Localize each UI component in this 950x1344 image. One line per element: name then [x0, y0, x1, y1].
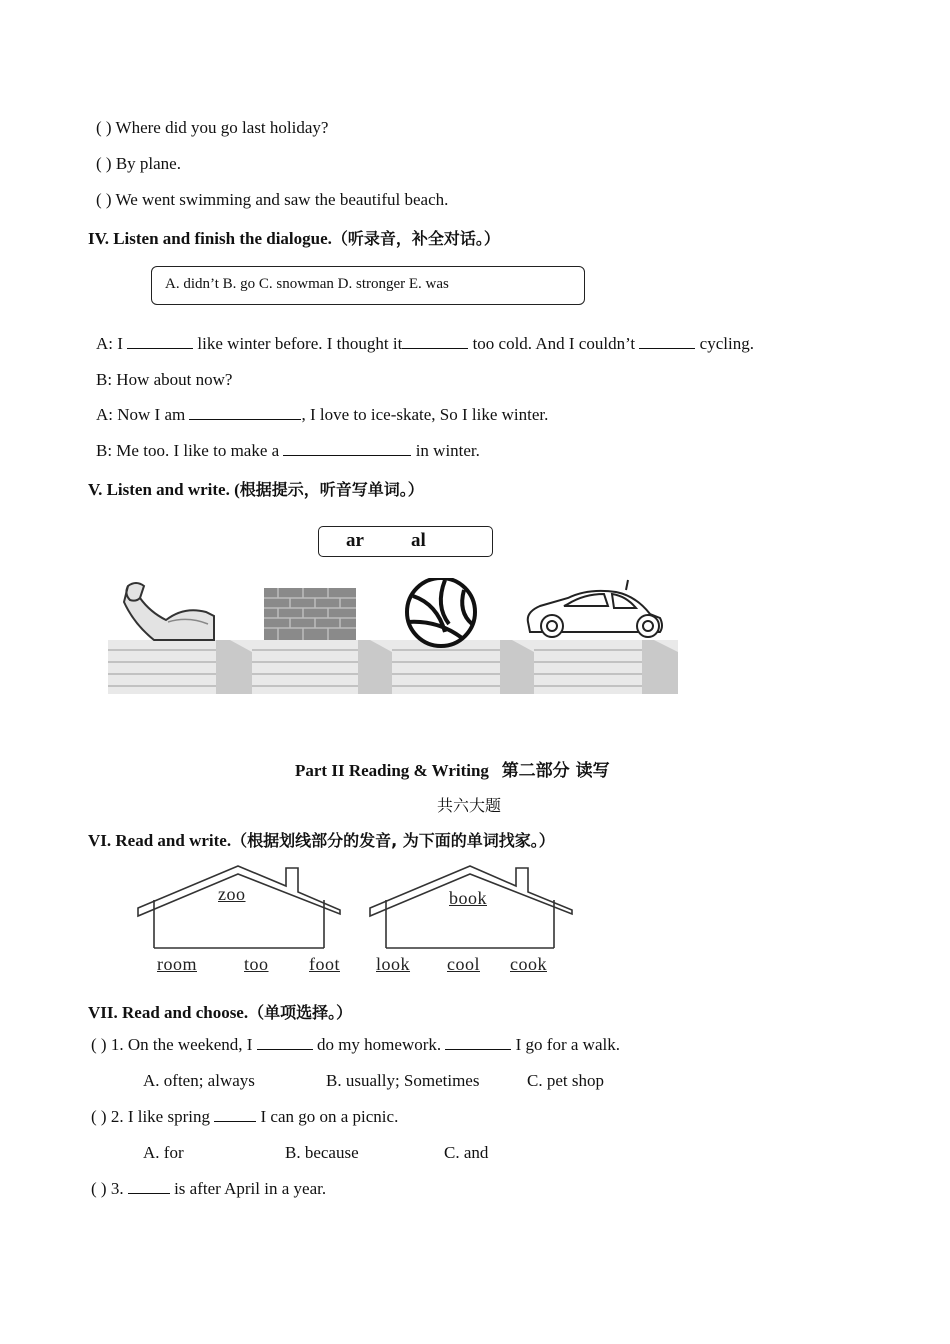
dialogue-line-4 [96, 441, 480, 461]
sort-word-room[interactable] [157, 954, 197, 975]
question-text: I go for a walk. [515, 1035, 620, 1054]
blank-2[interactable] [402, 334, 468, 349]
part-2-heading [295, 756, 610, 781]
section-7-title [88, 1000, 352, 1023]
q1-option-b[interactable]: B. usually; Sometimes [326, 1071, 480, 1090]
question-3 [91, 1179, 326, 1199]
sort-word-cook[interactable] [510, 954, 547, 975]
sort-word-foot[interactable] [309, 954, 340, 975]
section-4-title [88, 226, 500, 249]
answer-bracket[interactable]: ( ) [96, 190, 112, 209]
blank[interactable] [445, 1035, 511, 1050]
blank-4[interactable] [189, 405, 301, 420]
question-2 [91, 1107, 398, 1127]
blank-1[interactable] [127, 334, 193, 349]
blank[interactable] [214, 1107, 256, 1122]
word-bank-box [151, 266, 585, 305]
section-title-en: VI. Read and write. [88, 831, 232, 850]
house-zoo [138, 866, 340, 948]
part-heading-cn: 第二部分 读写 [501, 761, 610, 781]
dialogue-text: cycling. [699, 334, 754, 353]
sort-word-text: look [376, 954, 411, 974]
car-icon [528, 580, 662, 637]
hint-al: al [411, 530, 426, 551]
blank-3[interactable] [639, 334, 695, 349]
dialogue-line-3 [96, 405, 548, 425]
question-text: 2. I like spring [110, 1107, 210, 1126]
sort-word-text: foot [309, 954, 340, 974]
answer-bracket[interactable]: ( ) [91, 1107, 107, 1126]
part-heading-en: Part II Reading & Writing [295, 761, 489, 780]
item-text: By plane. [115, 154, 181, 173]
house-word: zoo [218, 884, 246, 904]
item-text: We went swimming and saw the beautiful beach. [115, 190, 449, 209]
sort-word-look[interactable] [376, 954, 410, 975]
dialogue-text: A: Now I am [96, 405, 186, 424]
blank[interactable] [128, 1179, 170, 1194]
house-word: book [449, 888, 487, 908]
answer-bracket[interactable]: ( ) [96, 118, 112, 137]
section-6-title [88, 828, 555, 851]
listen-item-2 [96, 154, 181, 174]
dialogue-line-2: B: How about now? [96, 370, 233, 389]
word-bank-options: A. didn’t B. go C. snowman D. stronger E. was [165, 276, 449, 292]
q2-option-c[interactable]: C. and [444, 1143, 489, 1162]
q2-option-b[interactable]: B. because [285, 1143, 359, 1162]
section-title-cn: （听录音，补全对话。） [331, 229, 500, 248]
question-text: do my homework. [316, 1035, 442, 1054]
dialogue-text: too cold. And I couldn’t [472, 334, 636, 353]
section-title-en: VII. Read and choose. [88, 1003, 249, 1022]
answer-bracket[interactable]: ( ) [91, 1179, 107, 1198]
blank-5[interactable] [283, 441, 411, 456]
hint-box [318, 526, 493, 557]
answer-bracket[interactable]: ( ) [91, 1035, 107, 1054]
listen-item-3 [96, 190, 448, 210]
sort-word-text: cook [510, 954, 547, 974]
house-label-book [449, 888, 487, 909]
house-label-zoo [218, 884, 246, 905]
dialogue-text: in winter. [415, 441, 480, 460]
section-title-cn: （根据划线部分的发音, 为下面的单词找家。） [231, 831, 555, 850]
sort-word-too[interactable] [244, 954, 269, 975]
section-title-cn: 根据提示，听音写单词。） [239, 480, 424, 499]
q2-option-a[interactable]: A. for [143, 1143, 184, 1162]
dialogue-text: B: Me too. I like to make a [96, 441, 280, 460]
dialogue-line-1 [96, 334, 754, 354]
item-text: Where did you go last holiday? [115, 118, 329, 137]
q1-option-c[interactable]: C. pet shop [527, 1071, 604, 1090]
ball-icon [407, 578, 475, 646]
sort-word-text: room [157, 954, 197, 974]
part-2-subheading: 共六大题 [437, 796, 502, 815]
answer-bracket[interactable]: ( ) [96, 154, 112, 173]
question-text: 1. On the weekend, I [110, 1035, 253, 1054]
question-1 [91, 1035, 620, 1055]
q1-option-a[interactable]: A. often; always [143, 1071, 255, 1090]
question-text: 3. [110, 1179, 124, 1198]
sound-houses [136, 864, 576, 950]
dialogue-text: A: I [96, 334, 123, 353]
picture-strip [108, 578, 680, 696]
section-title-en: V. Listen and write. ( [88, 480, 240, 499]
arm-icon [124, 583, 214, 640]
dialogue-text: , I love to ice-skate, So I like winter. [301, 405, 549, 424]
listen-item-1 [96, 118, 328, 138]
sort-word-text: cool [447, 954, 480, 974]
question-text: I can go on a picnic. [260, 1107, 399, 1126]
section-title-en: IV. Listen and finish the dialogue. [88, 229, 332, 248]
hint-ar: ar [346, 530, 364, 551]
section-title-cn: （单项选择。） [248, 1003, 353, 1022]
sort-word-text: too [244, 954, 269, 974]
blank[interactable] [257, 1035, 313, 1050]
sort-word-cool[interactable] [447, 954, 480, 975]
question-text: is after April in a year. [174, 1179, 327, 1198]
dialogue-text: like winter before. I thought it [197, 334, 403, 353]
wall-icon [264, 588, 356, 640]
section-5-title [88, 477, 424, 500]
